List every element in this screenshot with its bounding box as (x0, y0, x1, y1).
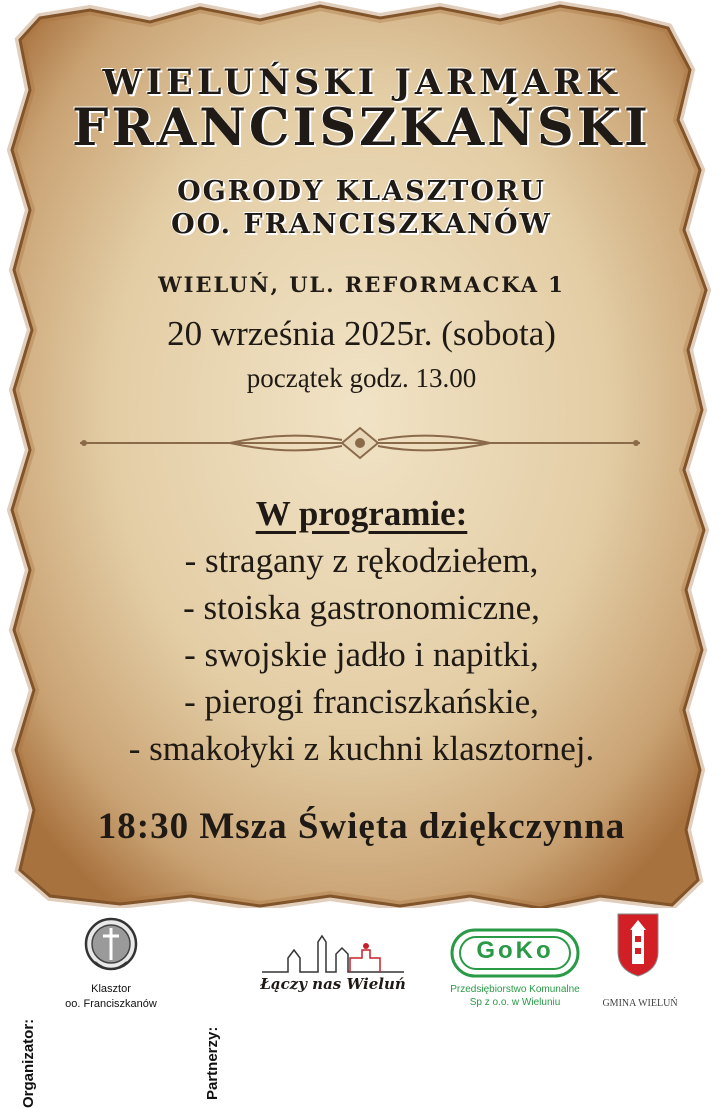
partner-lacza-nas-wielun: Łączy nas Wieluń (260, 975, 406, 993)
title-line-1: WIELUŃSKI JARMARK (102, 62, 621, 103)
program-item: - swojskie jadło i napitki, (184, 635, 539, 674)
program-item: - stragany z rękodziełem, (184, 541, 539, 580)
organizer-label: Organizator: (20, 1018, 37, 1108)
start-time: początek godz. 13.00 (246, 363, 477, 393)
program-item: - smakołyki z kuchni klasztornej. (128, 729, 595, 768)
wielun-crest-icon (616, 912, 660, 978)
program-item: - stoiska gastronomiczne, (183, 588, 540, 627)
program-item: - pierogi franciszkańskie, (184, 682, 539, 721)
organizer-name-line-1: Klasztor (91, 983, 131, 995)
partners-label: Partnerzy: (204, 1026, 221, 1100)
ornamental-divider (80, 426, 640, 460)
event-date: 20 września 2025r. (sobota) (167, 314, 556, 353)
venue-line-2: OO. FRANCISZKANÓW (171, 209, 552, 240)
goko-logo-text: GoKo (476, 937, 554, 964)
program-heading: W programie: (255, 494, 468, 533)
venue-line-1: OGRODY KLASZTORU (177, 176, 546, 207)
franciscan-emblem-icon (83, 914, 139, 978)
partner-gmina-wielun: GMINA WIELUŃ (602, 998, 678, 1009)
partner-goko-name-line-2: Sp z o.o. w Wieluniu (469, 997, 561, 1008)
organizer-name-line-2: oo. Franciszkanów (65, 998, 157, 1010)
partner-goko-name-line-1: Przedsiębiorstwo Komunalne (450, 984, 580, 995)
title-line-2: FRANCISZKAŃSKI (72, 98, 651, 158)
city-skyline-icon (258, 932, 408, 976)
mass-info: 18:30 Msza Święta dziękczynna (97, 806, 626, 847)
address: WIELUŃ, UL. REFORMACKA 1 (158, 272, 565, 297)
